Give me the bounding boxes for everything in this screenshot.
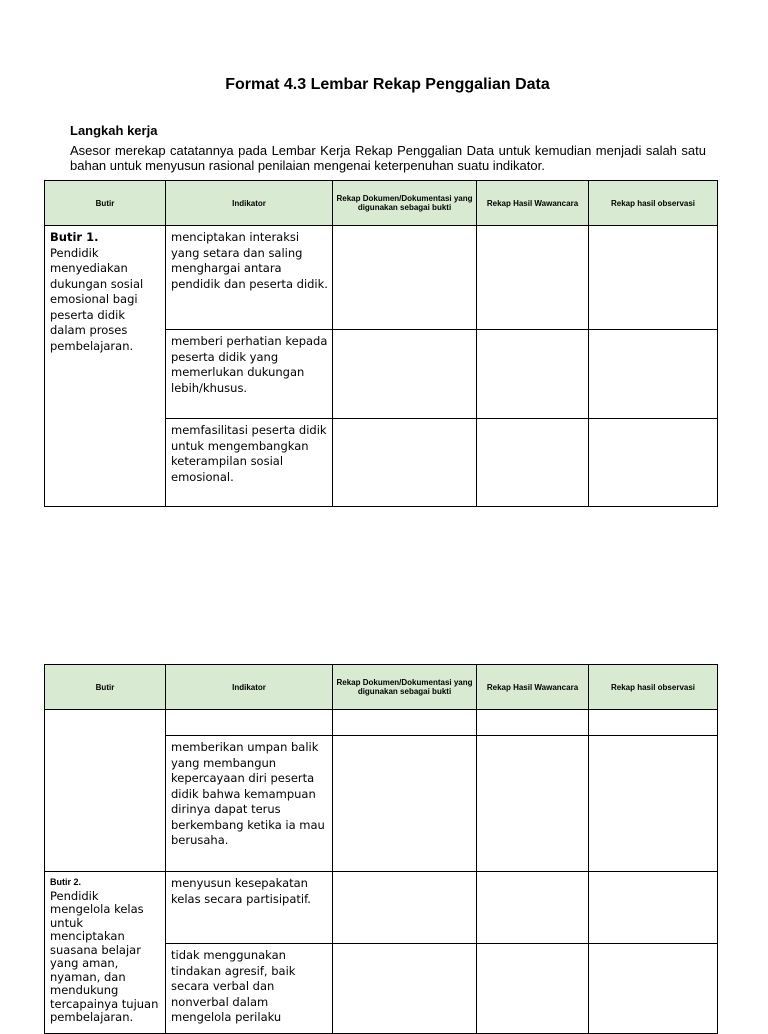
header-dokumen: Rekap Dokumen/Dokumentasi yang digunakan sebagai bukti [333,181,477,226]
wawancara-input-cell[interactable] [477,736,589,872]
butir-description: Pendidik menyediakan dukungan sosial emosional bagi peserta didik dalam proses pembelajaran. [50,245,144,353]
header-observasi: Rekap hasil observasi [589,665,718,710]
butir-label: Butir 1. [50,230,99,244]
observasi-input-cell[interactable] [589,330,718,419]
page-title: Format 4.3 Lembar Rekap Penggalian Data [225,76,550,93]
indicator-cell [166,736,333,872]
indicator-cell [166,419,333,507]
indicator-text: memberi perhatian kepada peserta didik yang memerlukan dukungan lebih/khusus. [171,334,328,395]
observasi-input-cell[interactable] [589,944,718,1034]
dokumen-input-cell[interactable] [333,944,477,1034]
indicator-text [166,710,332,718]
dokumen-input-cell[interactable] [333,872,477,944]
wawancara-input-cell[interactable] [477,330,589,419]
steps-heading: Langkah kerja [70,123,158,138]
header-butir: Butir [45,665,166,710]
steps-text: Asesor merekap catatannya pada Lembar Kerja Rekap Penggalian Data untuk kemudian menjadi salah satu bahan untuk menyusun rasional penilaian mengenai keterpenuhan suatu indikator. [70,143,706,173]
wawancara-input-cell[interactable] [477,226,589,330]
header-butir: Butir [45,181,166,226]
header-wawancara: Rekap Hasil Wawancara [477,665,589,710]
table-row [45,872,718,944]
indicator-text: memfasilitasi peserta didik untuk mengembangkan keterampilan sosial emosional. [171,423,327,484]
indicator-cell [166,944,333,1034]
observasi-input-cell[interactable] [589,419,718,507]
butir-cell [45,226,166,507]
table-row [45,226,718,330]
table-row [45,710,718,736]
wawancara-input-cell[interactable] [477,944,589,1034]
observasi-input-cell[interactable] [589,226,718,330]
wawancara-input-cell[interactable] [477,419,589,507]
observasi-input-cell[interactable] [589,872,718,944]
wawancara-input-cell[interactable] [477,872,589,944]
indicator-text: tidak menggunakan tindakan agresif, baik secara verbal dan nonverbal dalam mengelola perilaku [171,948,296,1024]
table-header-row [45,665,718,710]
indicator-text: menyusun kesepakatan kelas secara partisipatif. [171,876,311,906]
dokumen-input-cell[interactable] [333,736,477,872]
header-indikator: Indikator [166,665,333,710]
butir-label: Butir 2. [50,877,82,887]
observasi-input-cell[interactable] [589,736,718,872]
indicator-text: memberikan umpan balik yang membangun kepercayaan diri peserta didik bahwa kemampuan dirinya dapat terus berkembang ketika ia mau berusaha. [171,740,325,847]
observasi-input-cell[interactable] [589,710,718,736]
dokumen-input-cell[interactable] [333,419,477,507]
header-dokumen: Rekap Dokumen/Dokumentasi yang digunakan sebagai bukti [333,665,477,710]
rekap-table-2 [44,664,718,1034]
dokumen-input-cell[interactable] [333,226,477,330]
indicator-cell [166,872,333,944]
header-wawancara: Rekap Hasil Wawancara [477,181,589,226]
indicator-text: menciptakan interaksi yang setara dan saling menghargai antara pendidik dan peserta didik. [171,230,328,291]
wawancara-input-cell[interactable] [477,710,589,736]
butir-description: Pendidik mengelola kelas untuk menciptakan suasana belajar yang aman, nyaman, dan mendukung tercapainya tujuan pembelajaran. [50,888,159,1024]
header-indikator: Indikator [166,181,333,226]
table-header-row [45,181,718,226]
butir-cell-empty [45,710,166,872]
rekap-table-1 [44,180,718,507]
header-observasi: Rekap hasil observasi [589,181,718,226]
butir-cell [45,872,166,1034]
indicator-cell [166,226,333,330]
indicator-cell [166,710,333,736]
dokumen-input-cell[interactable] [333,330,477,419]
indicator-cell [166,330,333,419]
dokumen-input-cell[interactable] [333,710,477,736]
